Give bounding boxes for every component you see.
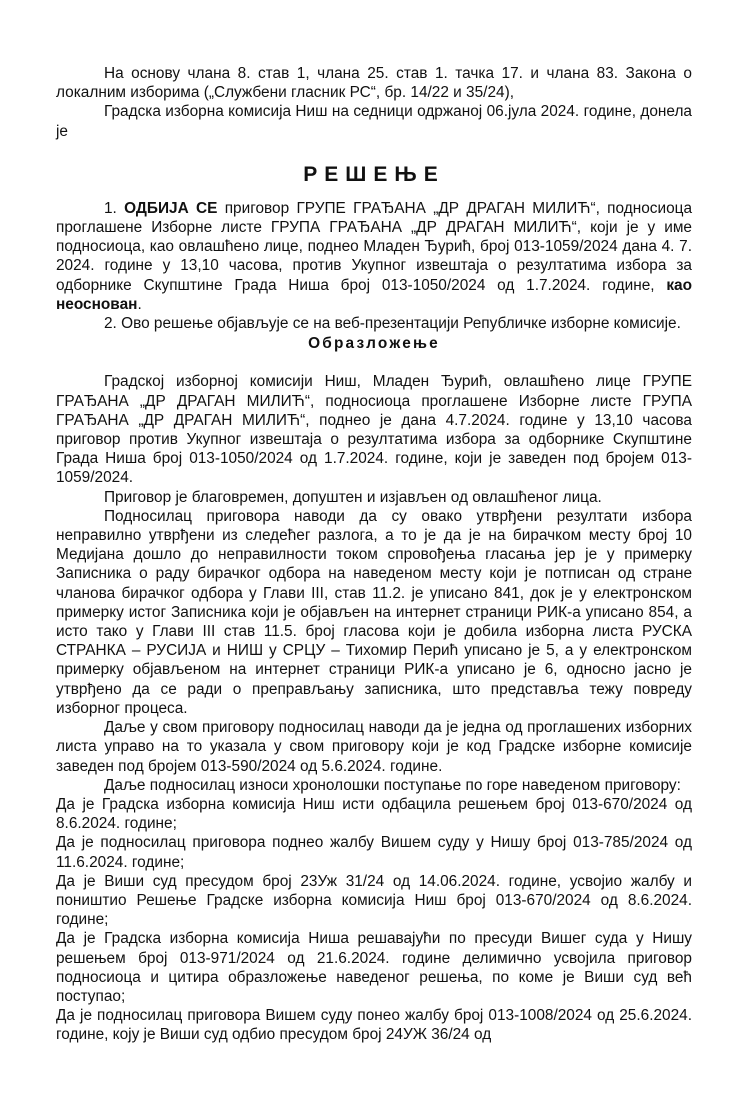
decision-item-1-end: .: [137, 295, 142, 313]
reasoning-paragraph-2: Приговор је благовремен, допуштен и изјављен од овлашћеног лица.: [104, 488, 602, 506]
chronology-item: Да је подносилац приговора Вишем суду понео жалбу број 013-1008/2024 од 25.6.2024. године, коју је Виши суд одбио пресудом број 24УЖ 36/24 од: [56, 1007, 692, 1044]
chronology-item: Да је подносилац приговора поднео жалбу Вишем суду у Нишу број 013-785/2024 од 11.6.2024. године;: [56, 834, 692, 871]
decision-item-1-number: 1.: [104, 199, 125, 217]
decision-item-1-text: приговор ГРУПЕ ГРАЂАНА „ДР ДРАГАН МИЛИЋ“, подносиоца проглашене Изборне листе ГРУПА ГРАЂАНА „ДР ДРАГАН МИЛИЋ“, који је у име подносиоца, као овлашћено лице, поднео Младен Ђурић, број 013-1059/2024 дана 4. 7. 2024. године у 13,10 часова, против Укупног извештаја о резултатима избора за одборнике Скупштине Града Ниша број 013-1050/2024 од 1.7.2024. године,: [56, 199, 693, 294]
preamble-legal-basis: На основу члана 8. став 1, члана 25. став 1. тачка 17. и члана 83. Закона о локалним изборима („Службени гласник РС“, бр. 14/22 и 35/24),: [56, 65, 692, 102]
chronology-item: Да је Виши суд пресудом број 23Уж 31/24 од 14.06.2024. године, усвојио жалбу и поништио Решење Градске изборна комисија Ниш број 013-670/2024 од 8.6.2024. године;: [56, 872, 692, 929]
reasoning-paragraph-5: Даље подносилац износи хронолошки поступање по горе наведеном приговору:: [104, 776, 681, 794]
decision-item-1-verdict: као неоснован: [56, 276, 692, 313]
reasoning-paragraph-1: Градској изборној комисији Ниш, Младен Ђурић, овлашћено лице ГРУПЕ ГРАЂАНА „ДР ДРАГАН МИЛИЋ“, подносиоца проглашене Изборне листе ГРУПА ГРАЂАНА „ДР ДРАГАН МИЛИЋ“, поднео је дана 4.7.2024. године у 13,10 часова приговор против Укупног извештаја о резултатима избора за одборнике Скупштине Града Ниша број 013-1050/2024 од 1.7.2024. године, који је заведен под бројем 013-1059/2024.: [56, 373, 692, 487]
reasoning-paragraph-4: Даље у свом приговору подносилац наводи да је једна од проглашених изборних листа управо на то указала у свом приговору који је код Градске изборне комисије заведен под бројем 013-590/2024 од 5.6.2024. године.: [56, 719, 692, 775]
preamble-commission-session: Градска изборна комисија Ниш на седници одржаној 06.јула 2024. године, донела је: [56, 103, 692, 140]
decision-item-1-lead: ОДБИЈА СЕ: [124, 199, 218, 217]
chronology-item: Да је Градска изборна комисија Ниша решавајући по пресуди Вишег суда у Нишу решењем број 013-971/2024 од 21.6.2024. године делимично усвојила приговор подносиоца и цитира образложење наведеног решења, по коме је Виши суд већ поступао;: [56, 930, 692, 1005]
document-page: [56, 64, 692, 1045]
document-title: РЕШЕЊЕ: [303, 162, 445, 186]
reasoning-title: Образложење: [308, 335, 440, 353]
decision-item-1: [56, 199, 692, 314]
decision-item-2: 2. Ово решење објављује се на веб-презентацији Републичке изборне комисије.: [104, 315, 681, 333]
reasoning-paragraph-3: Подносилац приговора наводи да су овако утврђени резултати избора неправилно утврђени из следећег разлога, а то је да је на бирачком месту број 10 Медијана дошло до неправилности током спровођења гласања јер је у примерку Записника о раду бирачког одбора на наведеном месту који је потписан од стране чланова бирачког одбора у Глави III, став 11.2. је уписано 841, док је у електронском примерку истог Записника који је објављен на интернет страници РИК-а уписано 854, а исто тако у Глави III став 11.5. број гласова који је добила изборна листа РУСКА СТРАНКА – РУСИЈА и НИШ у СРЦУ – Тихомир Перић уписано је 5, а у електронском примерку објављеном на интернет страници РИК-а уписано је 6, односно јасно је утврђено да се ради о преправљању записника, што представља тежу повреду изборног процеса.: [56, 507, 692, 717]
chronology-item: Да је Градска изборна комисија Ниш исти одбацила решењем број 013-670/2024 од 8.6.2024. године;: [56, 795, 692, 833]
